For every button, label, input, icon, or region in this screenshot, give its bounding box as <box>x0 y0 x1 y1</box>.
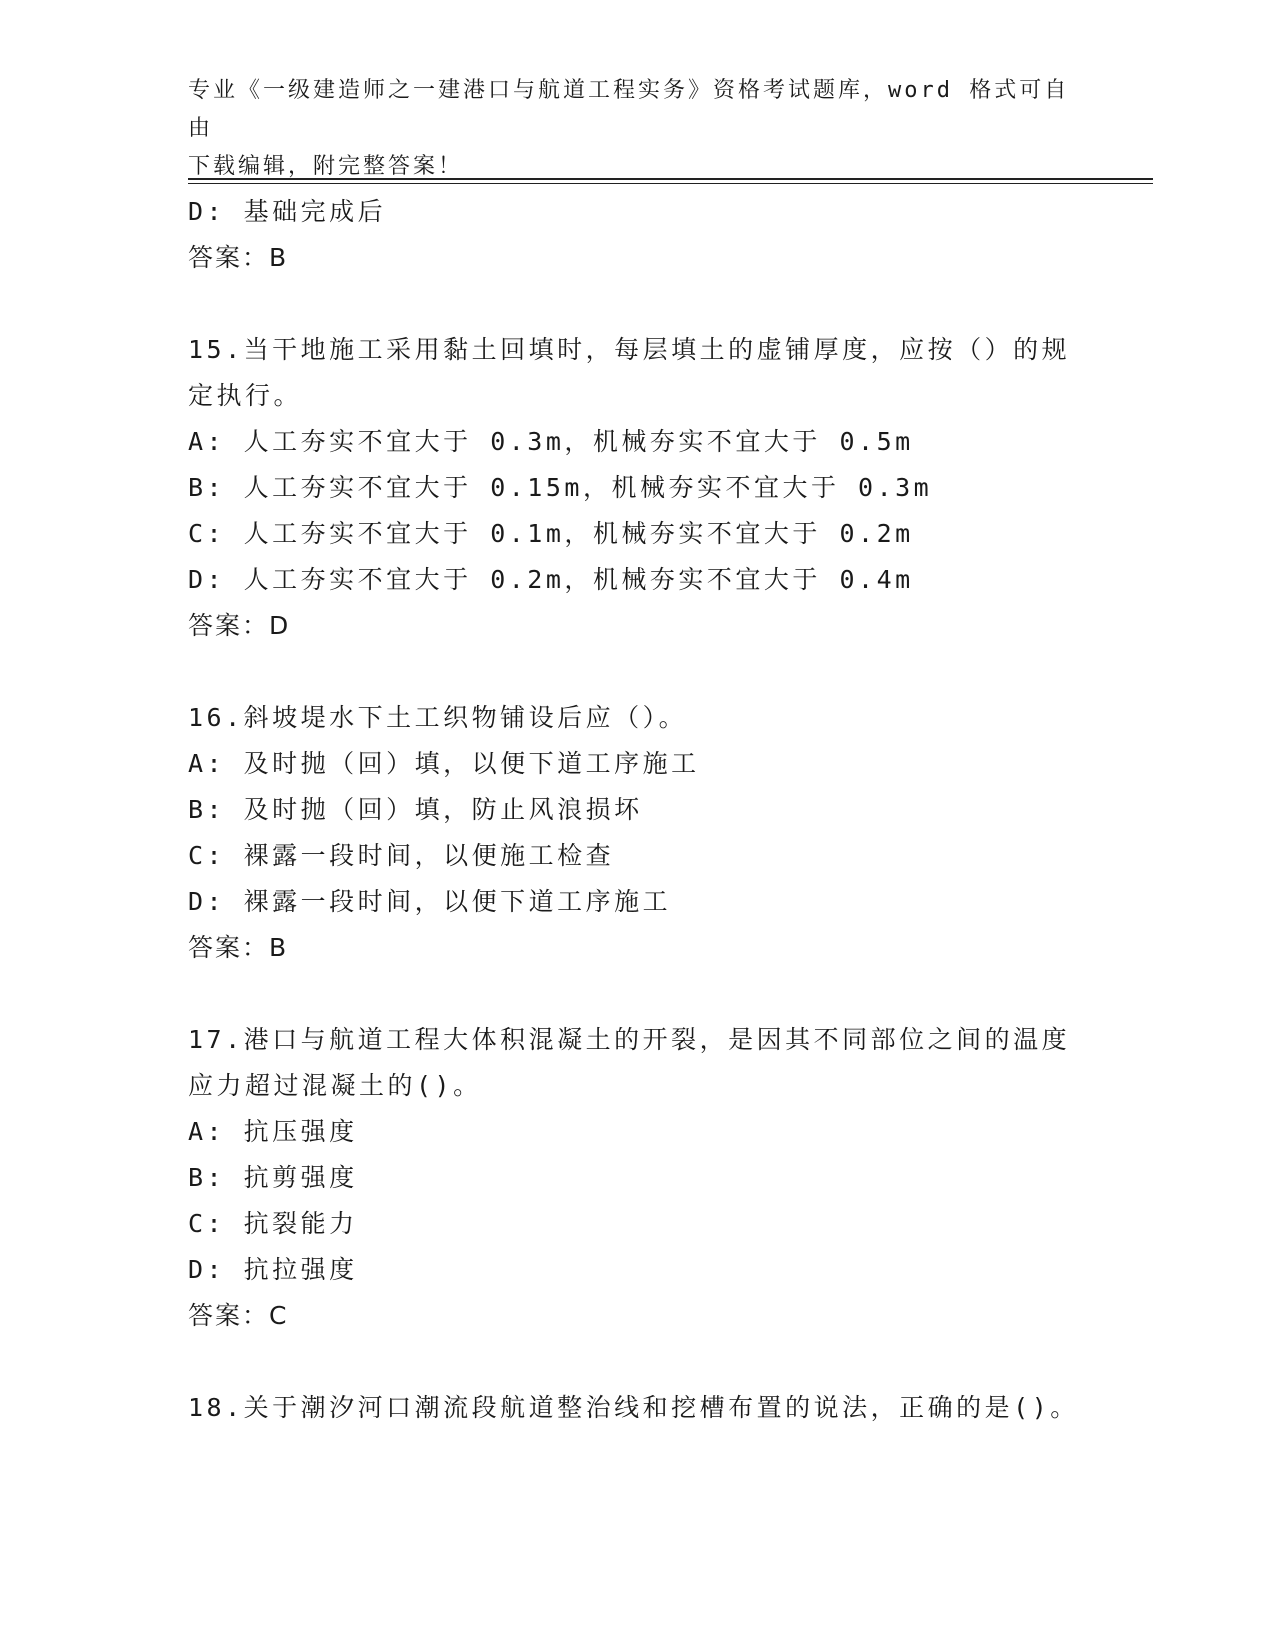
header-line-2: 下载编辑，附完整答案！ <box>188 154 464 179</box>
q15-option-c: C: 人工夯实不宜大于 0.1m，机械夯实不宜大于 0.2m <box>188 519 914 548</box>
q16-option-a: A: 及时抛（回）填，以便下道工序施工 <box>188 749 700 778</box>
q17-option-d: D: 抗拉强度 <box>188 1255 358 1284</box>
q14-answer: 答案：B <box>188 243 289 272</box>
q16-answer: 答案：B <box>188 933 289 962</box>
header-divider-thin <box>188 183 1153 184</box>
q16-stem-line-1: 16.斜坡堤水下土工织物铺设后应（）。 <box>188 703 688 732</box>
spacer <box>188 971 1088 1017</box>
q15-option-a: A: 人工夯实不宜大于 0.3m，机械夯实不宜大于 0.5m <box>188 427 914 456</box>
header-line-1: 专业《一级建造师之一建港口与航道工程实务》资格考试题库，word 格式可自由 <box>188 78 1070 141</box>
q18-stem-line-1: 18.关于潮汐河口潮流段航道整治线和挖槽布置的说法，正确的是()。 <box>188 1393 1079 1422</box>
q16-option-d: D: 裸露一段时间，以便下道工序施工 <box>188 887 672 916</box>
q17-stem-line-2: 应力超过混凝土的()。 <box>188 1071 482 1100</box>
q16-option-c: C: 裸露一段时间，以便施工检查 <box>188 841 615 870</box>
document-header <box>188 72 1088 186</box>
q17-option-b: B: 抗剪强度 <box>188 1163 358 1192</box>
spacer <box>188 649 1088 695</box>
q15-option-b: B: 人工夯实不宜大于 0.15m，机械夯实不宜大于 0.3m <box>188 473 933 502</box>
q17-stem-line-1: 17.港口与航道工程大体积混凝土的开裂，是因其不同部位之间的温度 <box>188 1025 1071 1054</box>
q16-option-b: B: 及时抛（回）填，防止风浪损坏 <box>188 795 643 824</box>
header-divider-thick <box>188 178 1153 180</box>
spacer <box>188 281 1088 327</box>
q15-stem-line-1: 15.当干地施工采用黏土回填时，每层填土的虚铺厚度，应按（）的规 <box>188 335 1071 364</box>
spacer <box>188 1339 1088 1385</box>
q15-option-d: D: 人工夯实不宜大于 0.2m，机械夯实不宜大于 0.4m <box>188 565 914 594</box>
q14-option-d: D: 基础完成后 <box>188 197 387 226</box>
q17-option-a: A: 抗压强度 <box>188 1117 358 1146</box>
q17-option-c: C: 抗裂能力 <box>188 1209 358 1238</box>
q15-answer: 答案：D <box>188 611 291 640</box>
q15-stem-line-2: 定执行。 <box>188 381 303 410</box>
question-content <box>188 189 1088 1431</box>
q17-answer: 答案：C <box>188 1301 289 1330</box>
